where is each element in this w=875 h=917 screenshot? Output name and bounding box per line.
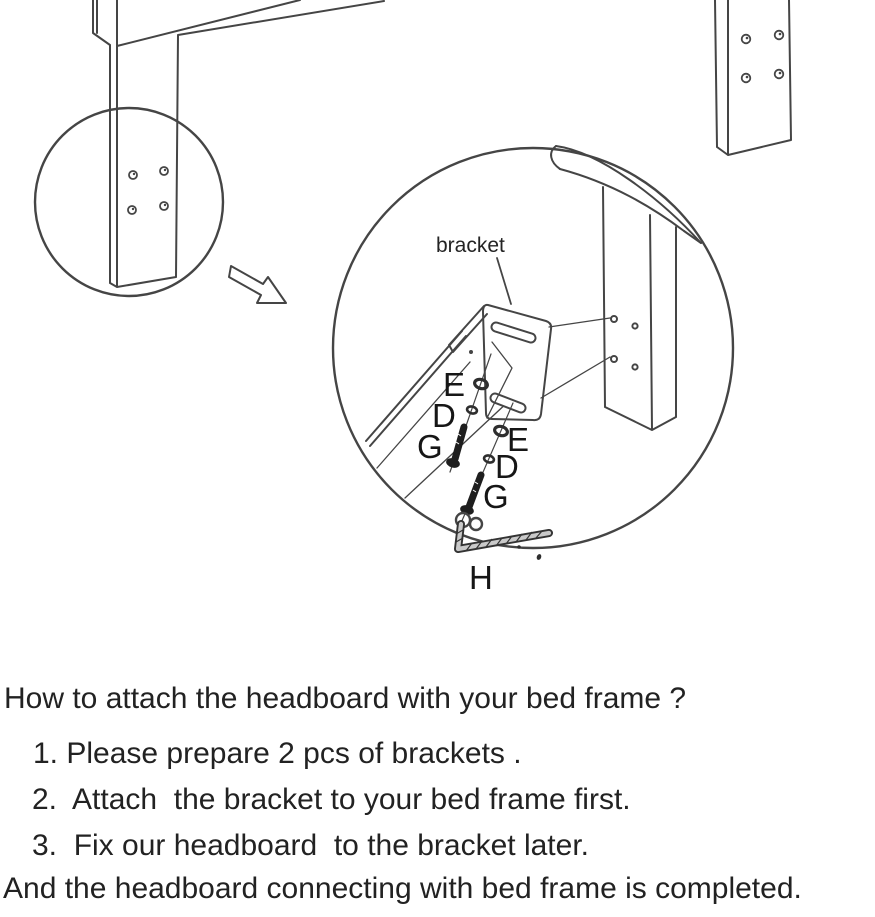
part-label-e-2: E bbox=[507, 421, 530, 458]
part-label-d-1: D bbox=[432, 397, 456, 434]
detail-circle-large bbox=[333, 148, 733, 548]
instruction-step-1: 1. Please prepare 2 pcs of brackets . bbox=[33, 737, 522, 770]
bracket-slot-top bbox=[496, 327, 531, 338]
bed-frame-leg-top-right bbox=[715, 0, 791, 155]
bracket-slot-bottom bbox=[495, 398, 521, 408]
bolt-g-2 bbox=[459, 475, 481, 516]
bed-frame-leg-detail-holes bbox=[611, 316, 638, 370]
bed-frame-leg-detail bbox=[603, 187, 676, 430]
headboard-leg-drawing bbox=[35, 0, 384, 296]
instruction-step-2: 2. Attach the bracket to your bed frame first. bbox=[32, 783, 631, 816]
headboard-leg-holes bbox=[128, 167, 168, 214]
bracket-label-leader bbox=[497, 258, 511, 304]
part-label-d-2: D bbox=[495, 448, 519, 485]
instruction-step-3: 3. Fix our headboard to the bracket later. bbox=[32, 829, 589, 862]
part-label-h: H bbox=[469, 559, 493, 596]
instruction-footer: And the headboard connecting with bed frame is completed. bbox=[3, 872, 802, 905]
bed-frame-leg-holes bbox=[742, 31, 784, 83]
part-label-g-2: G bbox=[483, 478, 509, 515]
bracket-label: bracket bbox=[436, 234, 505, 257]
bracket-flange bbox=[449, 306, 487, 352]
part-label-g-1: G bbox=[417, 428, 443, 465]
part-label-e-1: E bbox=[443, 366, 466, 403]
zoom-arrow-icon bbox=[229, 266, 286, 303]
bed-rail-curved-end bbox=[551, 146, 701, 243]
detail-circle-small bbox=[35, 108, 223, 296]
instruction-heading: How to attach the headboard with your bed frame ? bbox=[4, 682, 687, 715]
